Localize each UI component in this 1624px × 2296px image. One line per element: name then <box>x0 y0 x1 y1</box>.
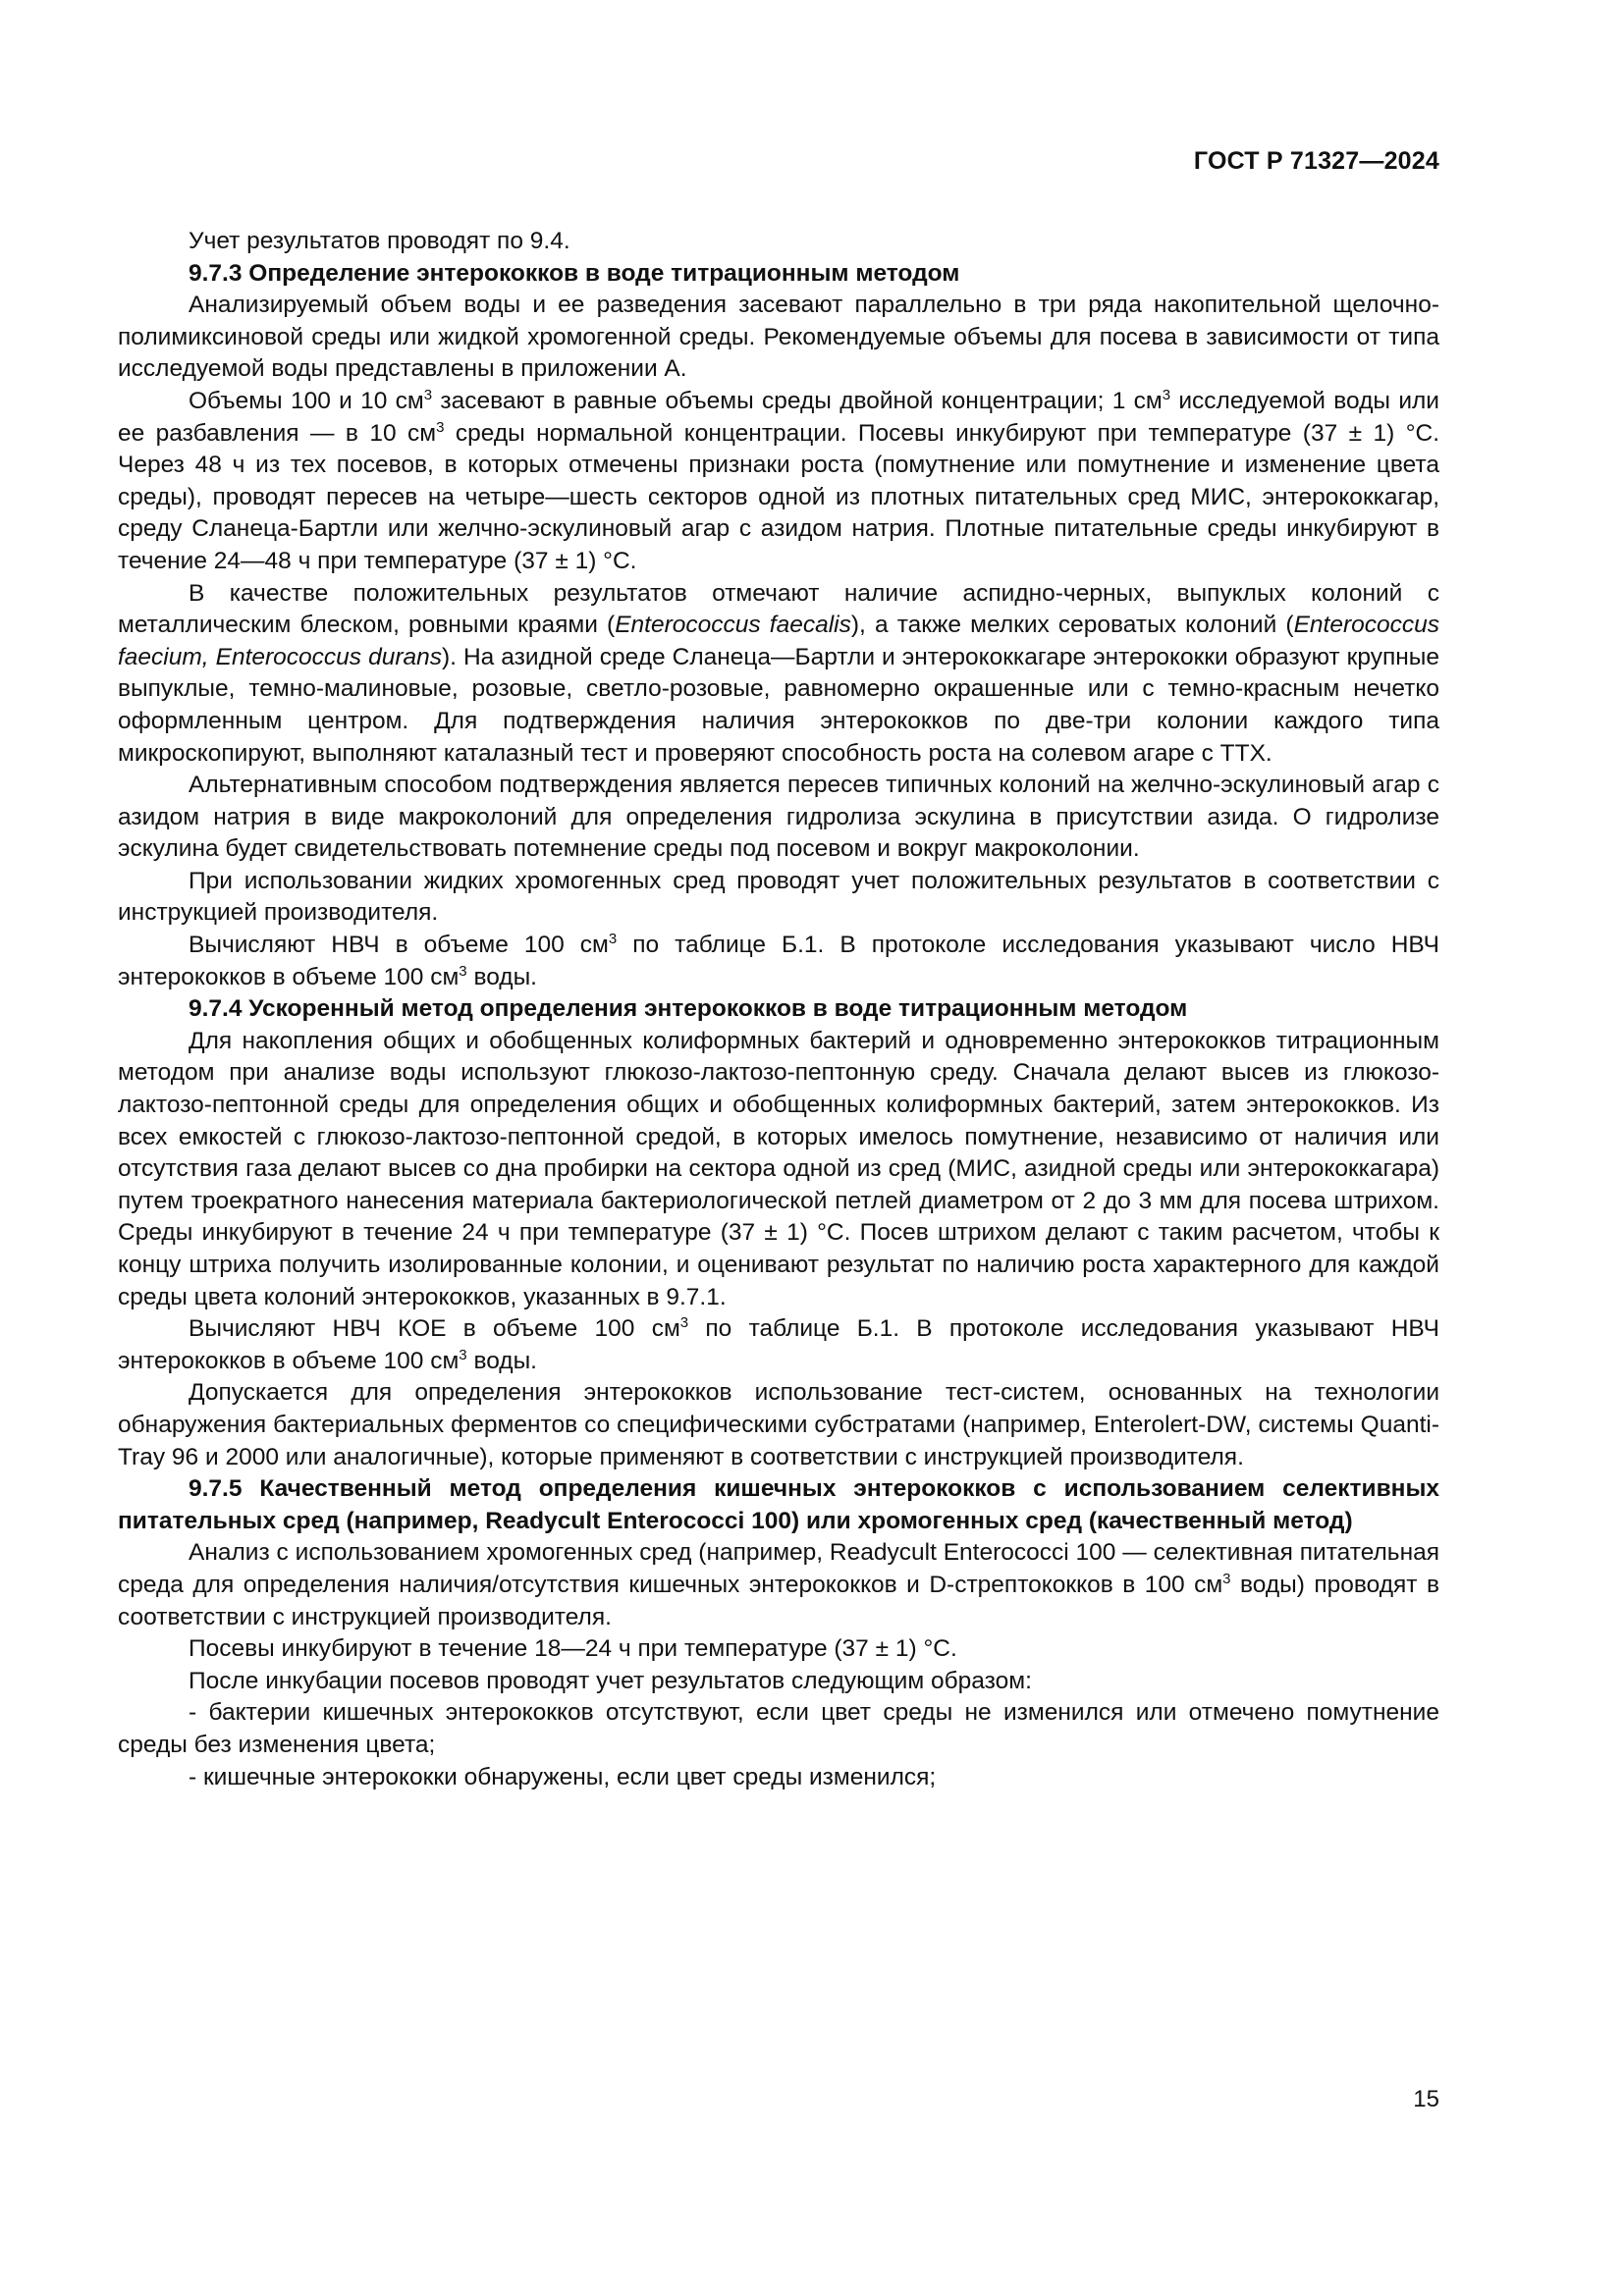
document-body <box>118 226 1439 1793</box>
superscript-text: 3 <box>459 962 467 980</box>
text-run: 9.7.5 Качественный метод определения кишечных энтерококков с использованием селективных питательных сред (например, Readycult Enterococci 100) или хромогенных сред (качественный метод) <box>118 1475 1439 1534</box>
text-run: 9.7.3 Определение энтерококков в воде титрационным методом <box>189 259 960 287</box>
text-run: ). На азидной среде Сланеца—Бартли и энтерококкагаре энтерококки образуют крупные выпуклые, темно-малиновые, розовые, светло-розовые, равномерно окрашенные или с темно-красным нечетко оформленным центром. Для подтверждения наличия энтерококков по две-три колонии каждого типа микроскопируют, выполняют каталазный тест и проверяют способность роста на солевом агаре с ТТХ. <box>118 643 1439 767</box>
superscript-text: 3 <box>608 931 618 948</box>
body-paragraph <box>118 770 1439 866</box>
body-paragraph <box>118 1666 1439 1698</box>
text-run: воды) проводят в соответствии с инструкцией производителя. <box>118 1571 1439 1630</box>
list-item <box>118 1697 1439 1761</box>
body-paragraph <box>118 578 1439 771</box>
text-run: исследуемой воды или ее разбавления — в 10 см <box>118 387 1439 447</box>
text-run: среды нормальной концентрации. Посевы инкубируют при температуре (37 ± 1) °С. Через 48 ч из тех посевов, в которых отмечены признаки роста (помутнение или помутнение и изменение цвета среды), проводят пересев на четыре—шесть секторов одной из плотных питательных сред МИС, энтерококкагар, среду Сланеца-Бартли или желчно-эскулиновый агар с азидом натрия. Плотные питательные среды инкубируют в течение 24—48 ч при температуре (37 ± 1) °С. <box>118 419 1439 574</box>
text-run: После инкубации посевов проводят учет результатов следующим образом: <box>189 1667 1032 1694</box>
body-paragraph <box>118 290 1439 386</box>
text-run: по таблице Б.1. В протоколе исследования указывают число НВЧ энтерококков в объеме 100 см <box>118 932 1439 990</box>
text-run: Вычисляют НВЧ в объеме 100 см <box>189 932 609 959</box>
page-number: 15 <box>1413 2086 1439 2112</box>
body-paragraph <box>118 386 1439 578</box>
text-run: Посевы инкубируют в течение 18—24 ч при температуре (37 ± 1) °С. <box>189 1635 957 1663</box>
text-run: Вычисляют НВЧ КОЕ в объеме 100 см <box>189 1315 680 1343</box>
text-run: В качестве положительных результатов отмечают наличие аспидно-черных, выпуклых колоний с металлическим блеском, ровными краями ( <box>118 579 1439 639</box>
italic-text: Enterococcus faecalis <box>615 612 851 639</box>
text-run: Допускается для определения энтерококков использование тест-систем, основанных на технологии обнаружения бактериальных ферментов со специфическими субстратами (например, Enterolert-DW, системы Quanti-Tray 96 и 2000 или аналогичные), которые применяют в соответствии с инструкцией производителя. <box>118 1379 1439 1470</box>
superscript-text: 3 <box>1162 386 1171 403</box>
text-run: 9.7.4 Ускоренный метод определения энтерококков в воде титрационным методом <box>189 995 1188 1023</box>
body-paragraph <box>118 1633 1439 1666</box>
text-run: Анализ с использованием хромогенных сред (например, Readycult Enterococci 100 — селективная питательная среда для определения наличия/отсутствия кишечных энтерококков и D-стрептококков в 100 см <box>118 1539 1439 1598</box>
body-paragraph <box>118 1377 1439 1473</box>
text-run: Для накопления общих и обобщенных колиформных бактерий и одновременно энтерококков титрационным методом при анализе воды используют глюкозо-лактозо-пептонную среду. Сначала делают высев из глюкозо-лактозо-пептонной среды для определения общих и обобщенных колиформных бактерий, затем энтерококков. Из всех емкостей с глюкозо-лактозо-пептонной средой, в которых имелось помутнение, независимо от наличия или отсутствия газа делают высев со дна пробирки на сектора одной из сред (МИС, азидной среды или энтерококкагара) путем троекратного нанесения материала бактериологической петлей диаметром от 2 до 3 мм для посева штрихом. Среды инкубируют в течение 24 ч при температуре (37 ± 1) °С. Посев штрихом делают с таким расчетом, чтобы к концу штриха получить изолированные колонии, и оценивают результат по наличию роста характерного для каждой среды цвета колоний энтерококков, указанных в 9.7.1. <box>118 1027 1439 1310</box>
text-run: Анализируемый объем воды и ее разведения засевают параллельно в три ряда накопительной щелочно-полимиксиновой среды или жидкой хромогенной среды. Рекомендуемые объемы для посева в зависимости от типа исследуемой воды представлены в приложении А. <box>118 292 1439 383</box>
superscript-text: 3 <box>1222 1570 1231 1587</box>
section-heading <box>118 258 1439 291</box>
text-run: засевают в равные объемы среды двойной концентрации; 1 см <box>432 387 1163 414</box>
body-paragraph <box>118 866 1439 930</box>
superscript-text: 3 <box>679 1314 689 1332</box>
document-id-header: ГОСТ Р 71327—2024 <box>1193 147 1439 175</box>
text-run: воды. <box>466 963 537 990</box>
superscript-text: 3 <box>459 1346 467 1363</box>
text-run: воды. <box>466 1347 537 1374</box>
body-paragraph <box>118 930 1439 993</box>
body-paragraph <box>118 1026 1439 1313</box>
text-run: Объемы 100 и 10 см <box>189 387 424 414</box>
superscript-text: 3 <box>423 386 433 403</box>
text-run: - кишечные энтерококки обнаружены, если цвет среды изменился; <box>189 1763 937 1790</box>
section-heading <box>118 1473 1439 1537</box>
list-item <box>118 1762 1439 1794</box>
body-paragraph <box>118 1537 1439 1633</box>
text-run: ), а также мелких сероватых колоний ( <box>850 612 1294 639</box>
text-run: Альтернативным способом подтверждения является пересев типичных колоний на желчно-эскулиновый агар с азидом натрия в виде макроколоний для определения гидролиза эскулина в присутствии азида. О гидролизе эскулина будет свидетельствовать потемнение среды под посевом и вокруг макроколонии. <box>118 772 1439 863</box>
italic-text: Enterococcus faecium, Enterococcus durans <box>118 612 1439 670</box>
text-run: При использовании жидких хромогенных сред проводят учет положительных результатов в соответствии с инструкцией производителя. <box>118 867 1439 927</box>
text-run: Учет результатов проводят по 9.4. <box>189 228 570 254</box>
superscript-text: 3 <box>436 418 445 436</box>
body-paragraph <box>118 1313 1439 1377</box>
text-run: - бактерии кишечных энтерококков отсутствуют, если цвет среды не изменился или отмечено помутнение среды без изменения цвета; <box>118 1699 1439 1758</box>
text-run: по таблице Б.1. В протоколе исследования указывают НВЧ энтерококков в объеме 100 см <box>118 1315 1440 1374</box>
section-heading <box>118 993 1439 1026</box>
body-paragraph <box>118 226 1439 258</box>
